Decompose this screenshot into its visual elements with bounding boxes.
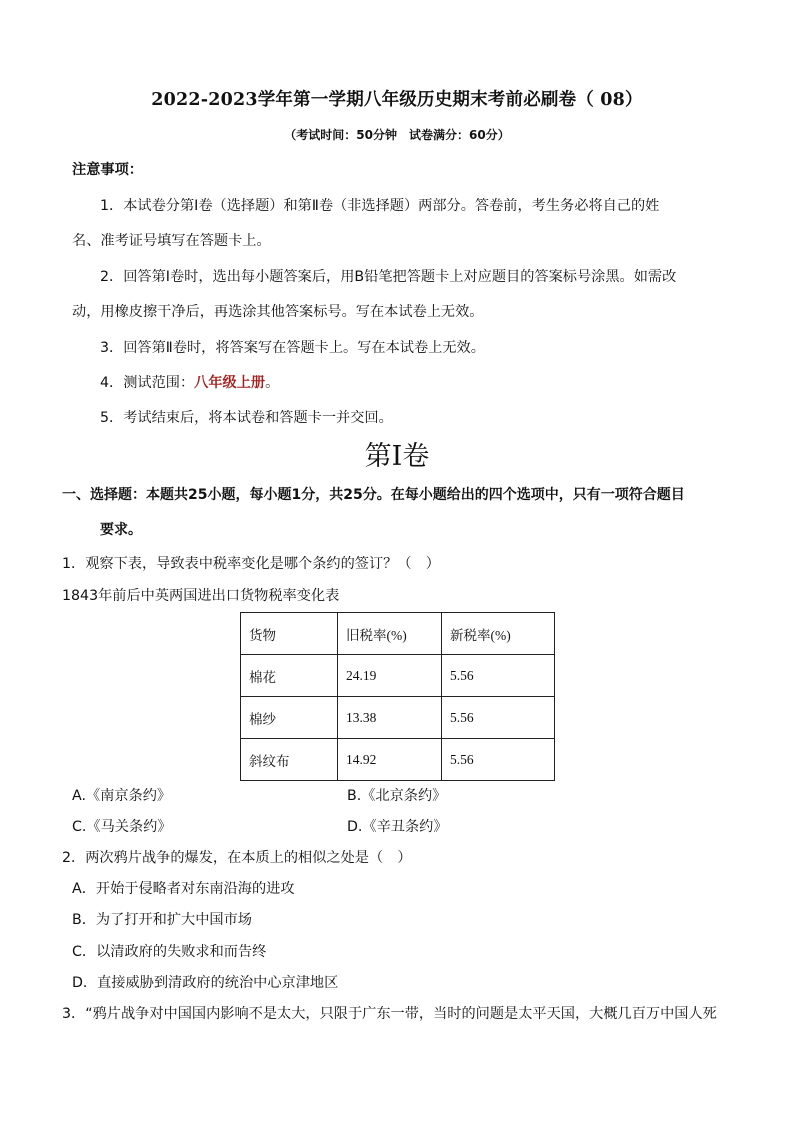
q1-table-caption: 1843年前后中英两国进出口货物税率变化表 (62, 588, 340, 604)
section-title: 第Ⅰ卷 (364, 441, 430, 472)
notes-heading: 注意事项： (72, 162, 143, 178)
q1-option-a: A.《南京条约》 (72, 788, 172, 804)
table-row (241, 697, 555, 739)
note-4-prefix: 4．测试范围： (100, 375, 195, 391)
tax-rate-table (240, 612, 555, 781)
exam-title: 2022-2023学年第一学期八年级历史期末考前必刷卷（ 08） (151, 90, 643, 110)
q2-option-c: C．以清政府的失败求和而告终 (72, 944, 267, 960)
table-cell: 5.56 (442, 655, 555, 697)
table-header-cell: 新税率(%) (442, 613, 555, 655)
table-cell: 14.92 (338, 739, 442, 781)
table-row (241, 739, 555, 781)
table-header-cell: 货物 (241, 613, 338, 655)
table-row (241, 655, 555, 697)
section-instruction-line-1: 一、选择题：本题共25小题，每小题1分，共25分。在每小题给出的四个选项中，只有一项符合题目 (62, 487, 685, 503)
exam-subtitle: （考试时间：50分钟 试卷满分：60分） (284, 128, 510, 142)
note-4-suffix: 。 (265, 375, 280, 391)
table-cell: 斜纹布 (241, 739, 338, 781)
table-cell: 5.56 (442, 739, 555, 781)
table-cell: 5.56 (442, 697, 555, 739)
q2-option-b: B．为了打开和扩大中国市场 (72, 912, 252, 928)
table-cell: 棉纱 (241, 697, 338, 739)
note-1-line-2: 名、准考证号填写在答题卡上。 (72, 233, 271, 249)
q2-option-a: A．开始于侵略者对东南沿海的进攻 (72, 881, 295, 897)
test-scope: 八年级上册 (194, 375, 266, 391)
note-3: 3．回答第Ⅱ卷时，将答案写在答题卡上。写在本试卷上无效。 (100, 340, 485, 356)
table-cell: 13.38 (338, 697, 442, 739)
q2-option-d: D．直接威胁到清政府的统治中心京津地区 (72, 975, 339, 991)
note-5: 5．考试结束后，将本试卷和答题卡一并交回。 (100, 410, 393, 426)
table-header-row (241, 613, 555, 655)
q2-stem: 2．两次鸦片战争的爆发，在本质上的相似之处是（ ） (62, 850, 412, 866)
q1-option-b: B.《北京条约》 (347, 788, 447, 804)
note-2-line-1: 2．回答第Ⅰ卷时，选出每小题答案后，用B铅笔把答题卡上对应题目的答案标号涂黑。如需改 (100, 269, 677, 285)
q1-option-d: D.《辛丑条约》 (347, 819, 448, 835)
q1-stem: 1．观察下表，导致表中税率变化是哪个条约的签订？（ ） (62, 556, 440, 572)
table-header-cell: 旧税率(%) (338, 613, 442, 655)
note-2-line-2: 动，用橡皮擦干净后，再选涂其他答案标号。写在本试卷上无效。 (72, 304, 484, 320)
table-cell: 24.19 (338, 655, 442, 697)
q3-stem: 3．“鸦片战争对中国国内影响不是太大，只限于广东一带，当时的问题是太平天国，大概几百万中国人死 (62, 1006, 717, 1022)
note-1-line-1: 1．本试卷分第Ⅰ卷（选择题）和第Ⅱ卷（非选择题）两部分。答卷前，考生务必将自己的姓 (100, 198, 660, 214)
section-instruction-line-2: 要求。 (100, 522, 142, 538)
table-cell: 棉花 (241, 655, 338, 697)
note-4 (100, 373, 279, 393)
q1-option-c: C.《马关条约》 (72, 819, 172, 835)
